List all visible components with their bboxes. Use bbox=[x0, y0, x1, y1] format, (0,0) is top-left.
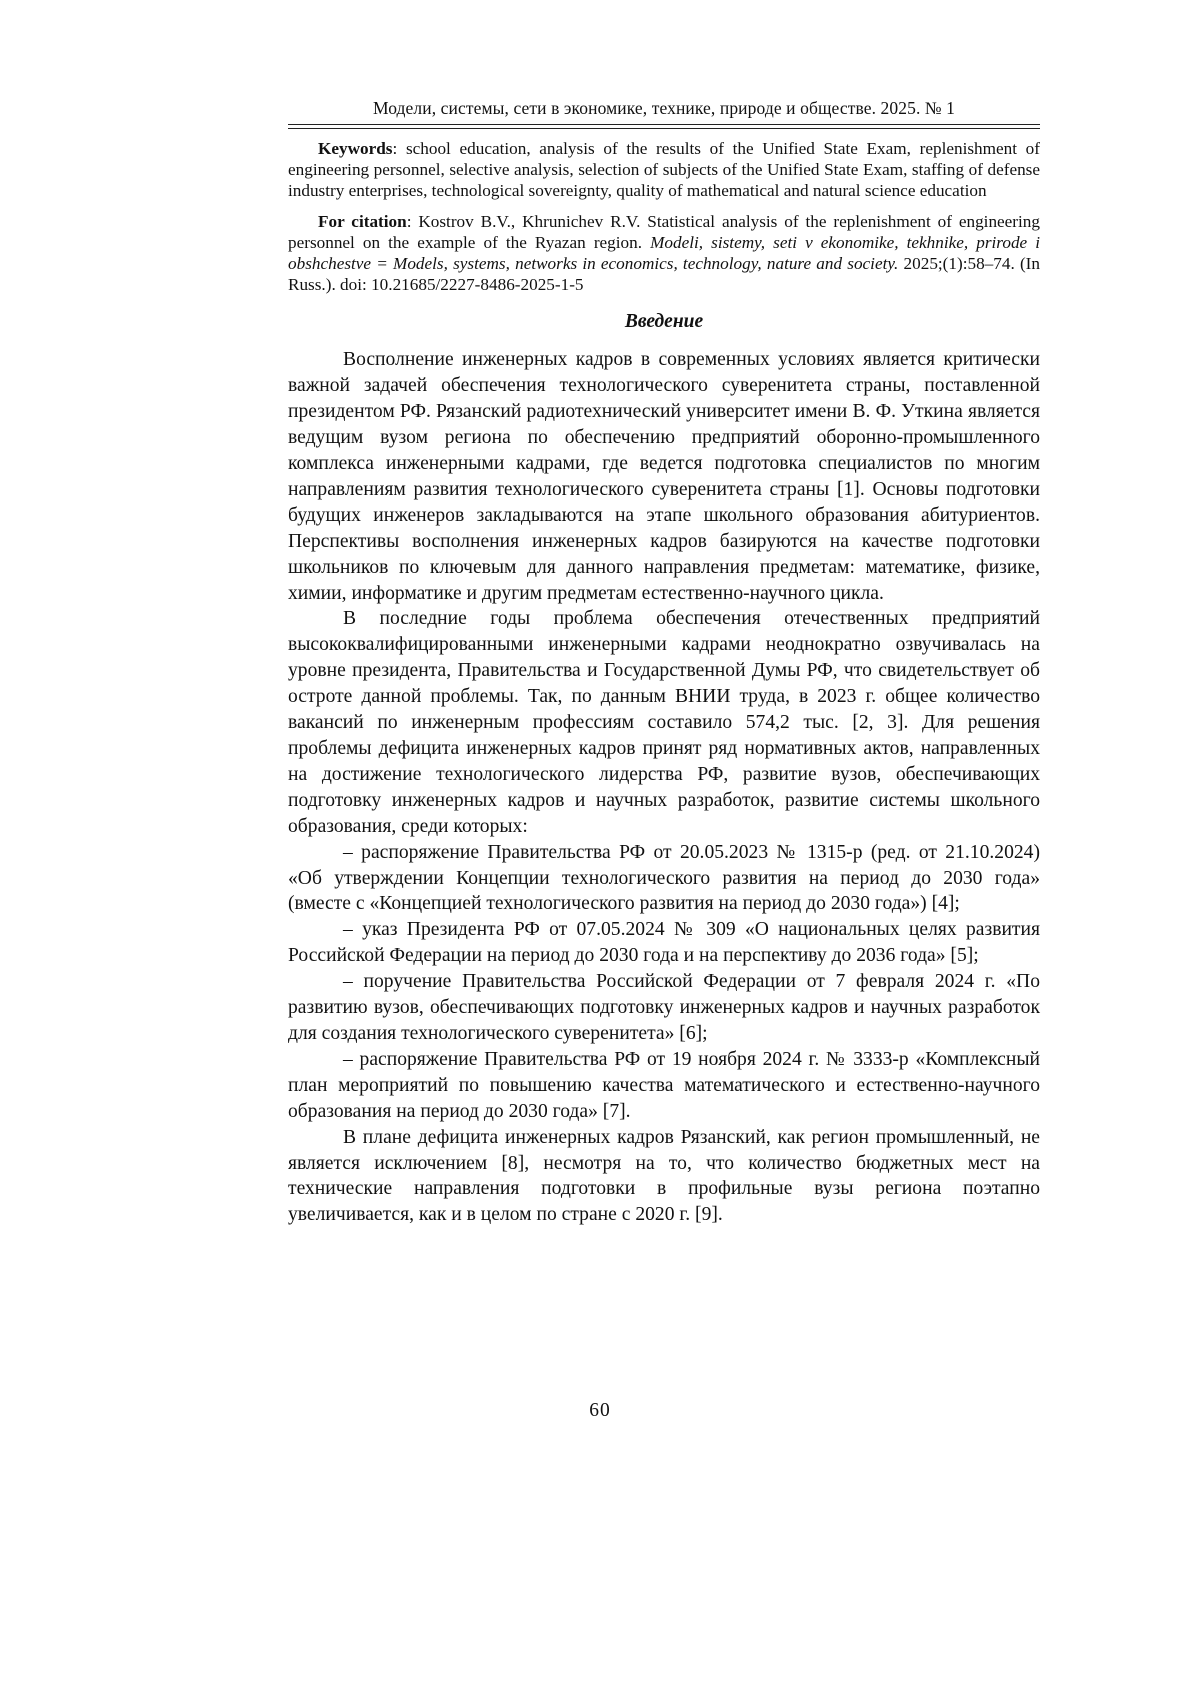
keywords-label: Keywords bbox=[318, 139, 393, 158]
running-head: Модели, системы, сети в экономике, технике, природе и обществе. 2025. № 1 bbox=[372, 98, 956, 118]
section-title: Введение bbox=[624, 311, 704, 333]
list-item: – распоряжение Правительства РФ от 19 ноября 2024 г. № 3333-р «Комплексный план мероприятий по повышению качества математического и естественно-научного образования на период до 2030 года» [7]. bbox=[288, 1048, 1040, 1122]
citation-block bbox=[288, 211, 1040, 296]
citation-text: : Kostrov B.V., Khrunichev R.V. Statistical analysis of the replenishment of engineering personnel on the example of the Ryazan region. bbox=[288, 211, 1040, 252]
citation-details: 2025;(1):58–74. (In Russ.). doi: 10.21685/2227-8486-2025-1-5 bbox=[288, 254, 1040, 295]
keywords-text: : school education, analysis of the results of the Unified State Exam, replenishment of engineering personnel, selective analysis, selection of subjects of the Unified State Exam, staffing of defense industry enterprises, technological sovereignty, quality of mathematical and natural science education bbox=[288, 139, 1040, 201]
citation-journal: Modeli, sistemy, seti v ekonomike, tekhnike, prirode i obshchestve = Models, systems, networks in economics, technology, nature and society. bbox=[288, 232, 1041, 274]
keywords-block bbox=[288, 138, 1040, 202]
page-number: 60 bbox=[589, 1400, 611, 1421]
article-body bbox=[288, 347, 1040, 1228]
paragraph: В последние годы проблема обеспечения отечественных предприятий высококвалифицированными инженерными кадрами неоднократно озвучивалась на уровне президента, Правительства и Государственной Думы РФ, что свидетельствует об остроте данной проблемы. Так, по данным ВНИИ труда, в 2023 г. общее количество вакансий по инженерным профессиям составило 574,2 тыс. [2, 3]. Для решения проблемы дефицита инженерных кадров принят ряд нормативных актов, направленных на достижение технологического лидерства РФ, развитие вузов, обеспечивающих подготовку инженерных кадров и научных разработок, развитие системы школьного образования, среди которых: bbox=[288, 608, 1040, 837]
header-rule-thin bbox=[288, 128, 1040, 129]
list-item: – указ Президента РФ от 07.05.2024 № 309 «О национальных целях развития Российской Федерации на период до 2030 года и на перспективу до 2036 года» [5]; bbox=[288, 919, 1040, 967]
paragraph: В плане дефицита инженерных кадров Рязанский, как регион промышленный, не является исключением [8], несмотря на то, что количество бюджетных мест на технические направления подготовки в профильные вузы региона поэтапно увеличивается, как и в целом по стране с 2020 г. [9]. bbox=[288, 1126, 1040, 1226]
header-rule-thick bbox=[288, 124, 1040, 125]
page-content bbox=[288, 96, 1040, 1228]
paragraph: Восполнение инженерных кадров в современных условиях является критически важной задачей обеспечения технологического суверенитета страны, поставленной президентом РФ. Рязанский радиотехнический университет имени В. Ф. Уткина является ведущим вузом региона по обеспечению предприятий оборонно-промышленного комплекса инженерными кадрами, где ведется подготовка специалистов по многим направлениям развития технологического суверенитета страны [1]. Основы подготовки будущих инженеров закладываются на этапе школьного образования абитуриентов. Перспективы восполнения инженерных кадров базируются на качестве подготовки школьников по ключевым для данного направления предметам: математике, физике, химии, информатике и другим предметам естественно-научного цикла. bbox=[288, 349, 1040, 604]
list-item: – поручение Правительства Российской Федерации от 7 февраля 2024 г. «По развитию вузов, обеспечивающих подготовку инженерных кадров и научных разработок для создания технологического суверенитета» [6]; bbox=[288, 971, 1040, 1044]
list-item: – распоряжение Правительства РФ от 20.05.2023 № 1315-р (ред. от 21.10.2024) «Об утверждении Концепции технологического развития на период до 2030 года» (вместе с «Концепцией технологического развития на период до 2030 года») [4]; bbox=[288, 841, 1040, 915]
citation-label: For citation bbox=[318, 211, 407, 231]
